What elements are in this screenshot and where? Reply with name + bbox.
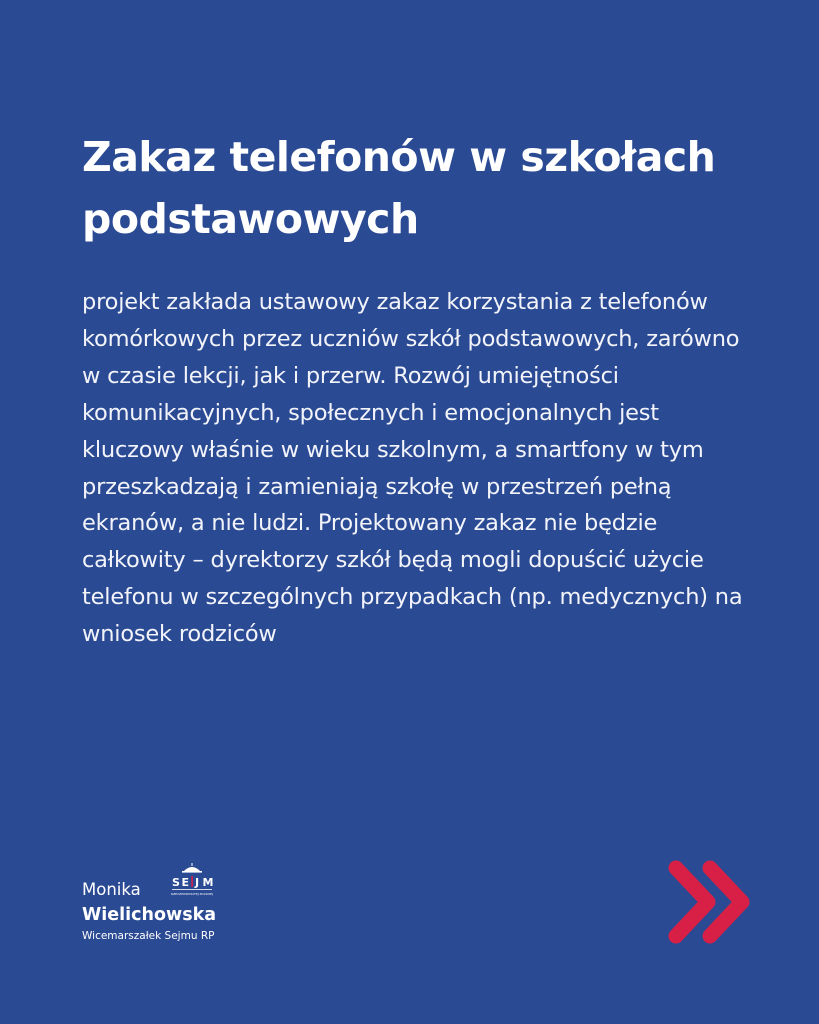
body-paragraph: projekt zakłada ustawowy zakaz korzystania z telefonów komórkowych przez uczniów szkół podstawowych, zarówno w czasie lekcji, jak i przerw. Rozwój umiejętności komunikacyjnych, społecznych i emocjonalnych jest kluczowy właśnie w wieku szkolnym, a smartfony w tym przeszkadzają i zamieniają szkołę w przestrzeń pełną ekranów, a nie ludzi. Projektowany zakaz nie będzie całkowity – dyrektorzy szkół będą mogli dopuścić użycie telefonu w szczególnych przypadkach (np. medycznych) na wniosek rodziców xyxy=(82,289,743,648)
svg-text:RZECZPOSPOLITEJ POLSKIEJ: RZECZPOSPOLITEJ POLSKIEJ xyxy=(171,892,213,896)
svg-text:S: S xyxy=(172,876,180,889)
sejm-logo-icon xyxy=(166,862,218,898)
author-first-name: Monika xyxy=(82,880,141,899)
author-last-name: Wielichowska xyxy=(82,905,217,925)
svg-text:J: J xyxy=(195,876,200,889)
author-signature xyxy=(82,862,302,952)
page-title: Zakaz telefonów w szkołach podstawowych xyxy=(82,133,716,243)
author-role: Wicemarszałek Sejmu RP xyxy=(82,930,215,942)
double-chevron-right-icon[interactable] xyxy=(662,858,758,946)
svg-text:E: E xyxy=(181,876,190,889)
svg-text:M: M xyxy=(202,876,214,889)
